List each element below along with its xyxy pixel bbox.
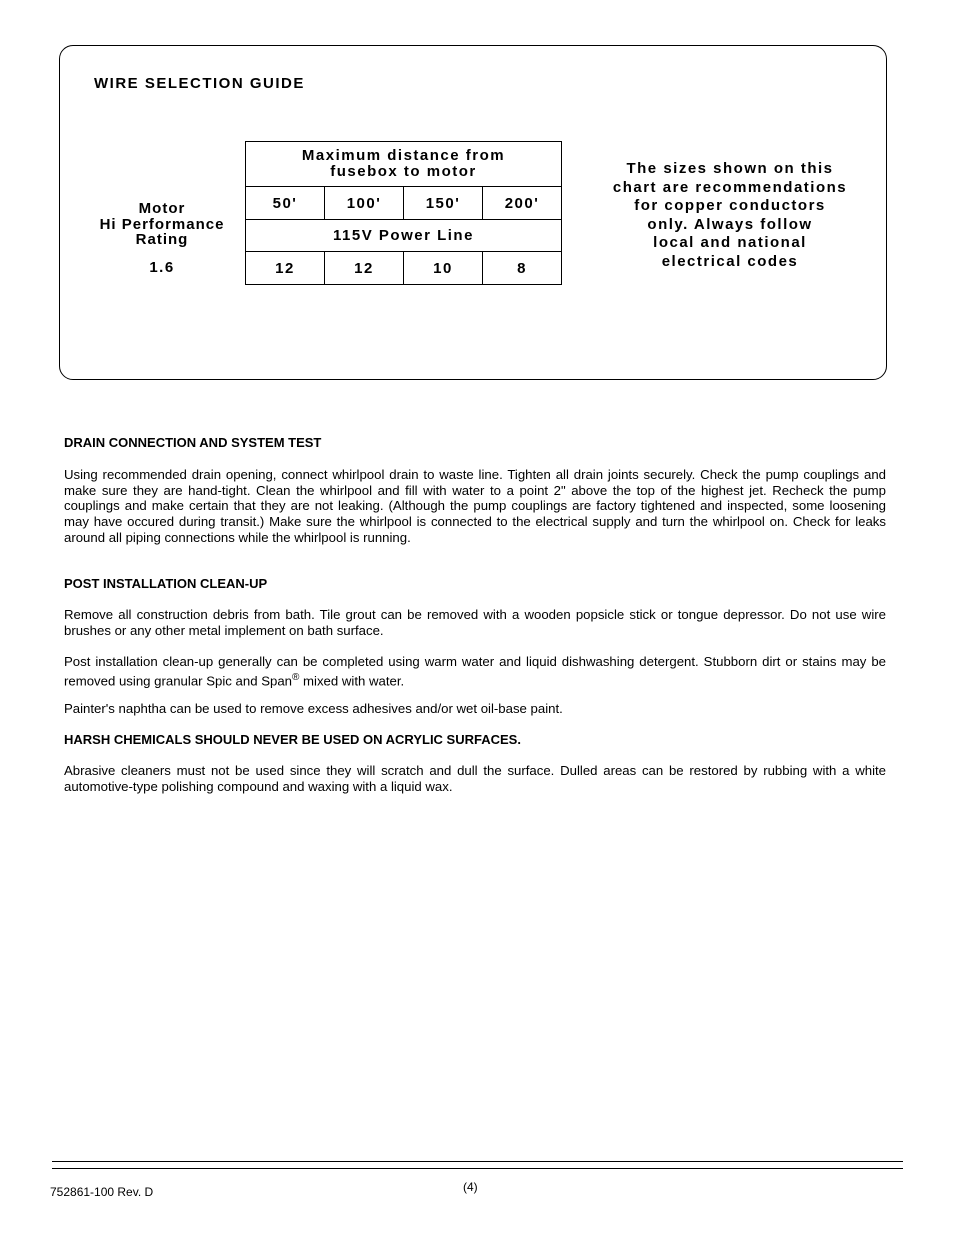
motor-rating-value: 1.6 <box>149 259 175 276</box>
distance-row <box>246 187 562 220</box>
power-line-cell: 115V Power Line <box>246 220 562 252</box>
table-header-cell <box>246 142 562 187</box>
note-line: for copper conductors <box>634 197 826 215</box>
motor-label-line: Motor <box>138 200 186 217</box>
distance-cell: 50' <box>246 187 325 220</box>
drain-section-heading: DRAIN CONNECTION AND SYSTEM TEST <box>64 435 322 450</box>
note-line: local and national <box>653 234 807 252</box>
gauge-cell: 10 <box>404 252 483 285</box>
cleanup-section-heading: POST INSTALLATION CLEAN-UP <box>64 576 268 591</box>
distance-cell: 100' <box>325 187 404 220</box>
harsh-chemicals-text: Abrasive cleaners must not be used since they will scratch and dull the surface. Dulled areas can be restored by rubbing with a white automotive-type polishing compound and waxing with a liquid wax. <box>64 763 886 794</box>
motor-label <box>80 201 244 248</box>
registered-mark: ® <box>292 671 300 683</box>
distance-cell: 200' <box>483 187 562 220</box>
cleanup-text-3: Painter's naphtha can be used to remove excess adhesives and/or wet oil-base paint. <box>64 701 563 716</box>
table-header-line: fusebox to motor <box>330 163 477 180</box>
cleanup-text-1: Remove all construction debris from bath. Tile grout can be removed with a wooden popsicle stick or tongue depressor. Do not use wire brushes or any other metal implement on bath surface. <box>64 607 886 638</box>
motor-label-line: Rating <box>135 231 189 248</box>
cleanup-text-2-end: mixed with water. <box>299 673 405 689</box>
harsh-chemicals-heading: HARSH CHEMICALS SHOULD NEVER BE USED ON ACRYLIC SURFACES. <box>64 732 521 747</box>
note-line: electrical codes <box>661 252 799 270</box>
gauge-cell: 12 <box>325 252 404 285</box>
cleanup-text-2-start: Post installation clean-up generally can be completed using warm water and liquid dishwashing detergent. Stubborn dirt or stains may be removed using granular Spic and Span <box>64 654 886 689</box>
wire-size-table <box>245 141 562 285</box>
wire-guide-title: WIRE SELECTION GUIDE <box>94 75 305 92</box>
footer-rule-top <box>52 1161 903 1162</box>
distance-cell: 150' <box>404 187 483 220</box>
drain-section-text: Using recommended drain opening, connect whirlpool drain to waste line. Tighten all drain joints securely. Check the pump couplings and make sure they are hand-tight. Clean the whirlpool and fill with water to a point 2" above the top of the highest jet. Recheck the pump couplings and make certain that they are not leaking. (Although the pump couplings are factory tightened and inspected, some loosening may have occured during transit.) Make sure the whirlpool is connected to the electrical supply and turn the whirlpool on. Check for leaks around all piping connections while the whirlpool is running. <box>64 467 886 545</box>
gauge-cell: 12 <box>246 252 325 285</box>
table-header-line: Maximum distance from <box>301 147 506 164</box>
document-number: 752861-100 Rev. D <box>50 1185 154 1199</box>
note-line: only. Always follow <box>647 215 813 233</box>
gauge-row <box>246 252 562 285</box>
motor-label-line: Hi Performance <box>99 215 225 233</box>
footer-rule-bottom <box>52 1168 903 1169</box>
gauge-cell: 8 <box>483 252 562 285</box>
page-number: (4) <box>463 1180 478 1194</box>
copper-conductor-note <box>588 160 872 272</box>
cleanup-text-2 <box>64 654 886 689</box>
note-line: chart are recommendations <box>612 178 848 196</box>
note-line: The sizes shown on this <box>626 160 834 177</box>
